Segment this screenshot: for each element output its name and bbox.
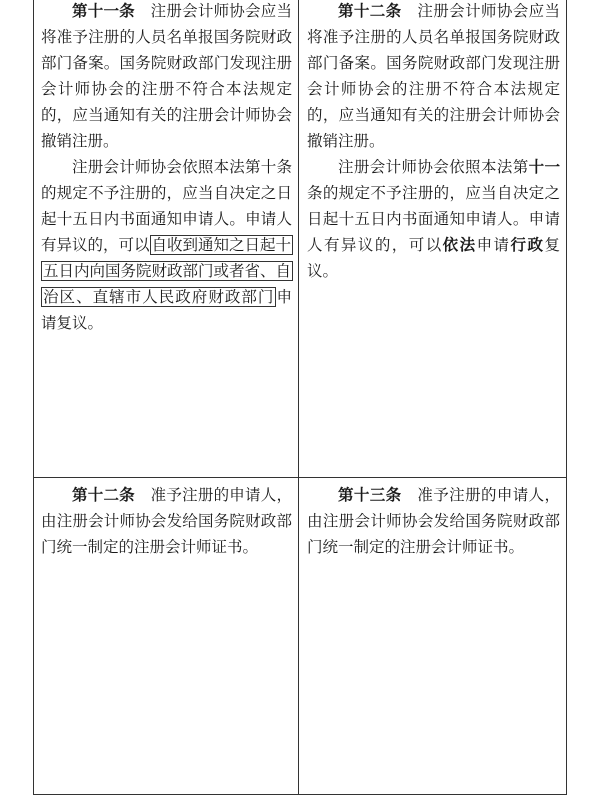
amended-text-box: 自收到通知之日起十五日内向国务院财政部门或者省、自治区、直辖市人民政府财政部门 <box>43 236 292 306</box>
article-number: 第十一条 <box>72 1 135 20</box>
article-number: 第十二条 <box>338 1 402 20</box>
article-text: 申请 <box>476 236 511 254</box>
article-text: 申请复议。 <box>41 288 292 332</box>
cell-old-article-12 <box>33 482 298 560</box>
comparison-table <box>33 0 567 795</box>
highlighted-text: 十一 <box>528 157 560 176</box>
cell-new-article-12 <box>299 0 566 284</box>
article-text: 注册会计师协会应当将准予注册的人员名单报国务院财政部门备案。国务院财政部门发现注册会计师协会的注册不符合本法规定的，应当通知有关的注册会计师协会撤销注册。 <box>307 2 560 150</box>
article-text: 准予注册的申请人，由注册会计师协会发给国务院财政部门统一制定的注册会计师证书。 <box>41 486 292 556</box>
cell-new-article-13 <box>299 482 566 560</box>
paragraph <box>41 154 292 336</box>
article-text: 注册会计师协会应当将准予注册的人员名单报国务院财政部门备案。国务院财政部门发现注册会计师协会的注册不符合本法规定的，应当通知有关的注册会计师协会撤销注册。 <box>41 2 292 150</box>
paragraph <box>307 482 560 560</box>
highlighted-text: 依法 <box>442 235 477 254</box>
paragraph <box>307 154 560 284</box>
paragraph <box>41 482 292 560</box>
article-number: 第十三条 <box>338 485 402 504</box>
article-text: 注册会计师协会依照本法第 <box>338 158 529 176</box>
paragraph <box>307 0 560 154</box>
table-bottom-border <box>33 794 566 795</box>
article-text: 准予注册的申请人，由注册会计师协会发给国务院财政部门统一制定的注册会计师证书。 <box>307 486 560 556</box>
row-divider <box>33 477 566 478</box>
cell-old-article-11 <box>33 0 298 336</box>
article-text: 注册会计师协会依照本法第十条的规定不予注册的，应当自决定之日起十五日内书面通知申请人。申请人有异议的，可以 <box>41 158 292 254</box>
highlighted-text: 行政 <box>510 235 545 254</box>
paragraph <box>41 0 292 154</box>
article-text: 复议。 <box>307 236 560 280</box>
article-text: 条的规定不予注册的，应当自决定之日起十五日内书面通知申请人。申请人有异议的，可以 <box>307 184 560 254</box>
article-number: 第十二条 <box>72 485 135 504</box>
